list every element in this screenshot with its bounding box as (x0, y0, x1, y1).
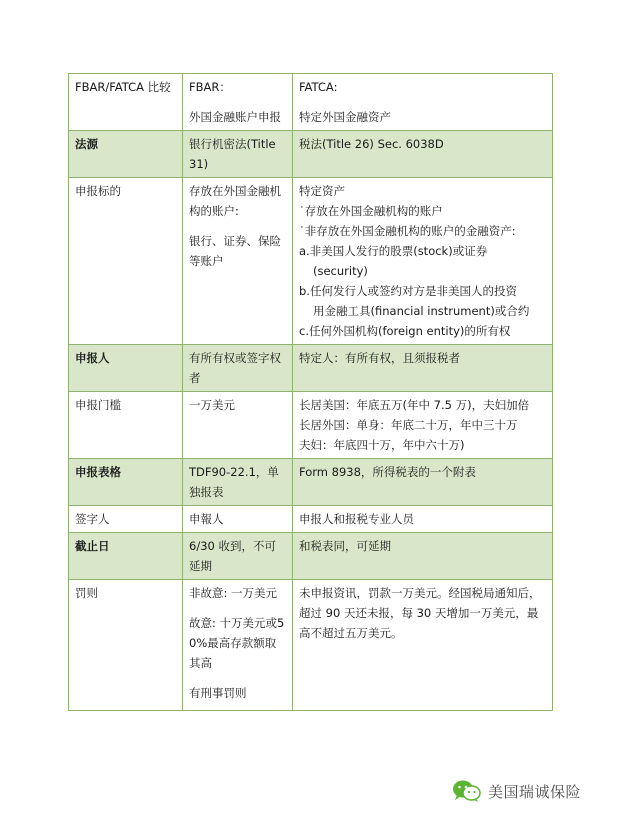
table-header-row (69, 74, 553, 131)
header-fatca-subtitle: 特定外国金融资产 (299, 110, 391, 124)
fatca-signer: 申报人和报税专业人员 (293, 506, 553, 533)
row-label-form: 申报表格 (69, 459, 183, 506)
fatca-reporting-subject-line: b.任何发行人或签约对方是非美国人的投资 (299, 284, 517, 298)
table-row-legal-source (69, 131, 553, 178)
table-row-filer (69, 345, 553, 392)
fbar-deadline: 6/30 收到，不可延期 (183, 533, 293, 580)
header-fbar-cell (183, 74, 293, 131)
fatca-filer: 特定人：有所有权，且须报税者 (293, 345, 553, 392)
brand-name: 美国瑞诚保险 (488, 782, 582, 801)
fbar-fatca-comparison-table (68, 73, 553, 711)
fbar-penalty-line: 故意: 十万美元或50%最高存款额取其高 (189, 616, 285, 670)
fbar-reporting-subject-line: 银行、证券、保险等账户 (189, 234, 281, 268)
table-row-reporting-subject (69, 178, 553, 345)
fatca-reporting-subject (293, 178, 553, 345)
row-label-deadline: 截止日 (69, 533, 183, 580)
fatca-reporting-subject-line: ˙存放在外国金融机构的账户 (299, 204, 443, 218)
fbar-signer: 申報人 (183, 506, 293, 533)
fbar-penalty-line: 有刑事罚则 (189, 686, 247, 700)
header-fatca-cell (293, 74, 553, 131)
header-fbar-title: FBAR： (189, 80, 231, 94)
fbar-filer: 有所有权或签字权者 (183, 345, 293, 392)
row-label-filer: 申报人 (69, 345, 183, 392)
fbar-threshold: 一万美元 (183, 392, 293, 459)
header-fbar-subtitle: 外国金融账户申报 (189, 110, 281, 124)
fatca-reporting-subject-line: 用金融工具(financial instrument)或合约 (313, 304, 530, 318)
fbar-reporting-subject-line: 存放在外国金融机构的账户: (189, 184, 281, 218)
row-label-penalty: 罚则 (69, 580, 183, 711)
brand-watermark (452, 779, 581, 803)
fbar-legal-source: 银行机密法(Title 31) (183, 131, 293, 178)
row-label-signer: 签字人 (69, 506, 183, 533)
fatca-reporting-subject-line: 特定资产 (299, 184, 345, 198)
wechat-icon (452, 779, 482, 803)
fbar-form: TDF90-22.1，单独报表 (183, 459, 293, 506)
header-compare-label: FBAR/FATCA 比较 (75, 80, 171, 94)
table-row-deadline (69, 533, 553, 580)
fbar-penalty-line: 非故意: 一万美元 (189, 586, 278, 600)
fbar-reporting-subject (183, 178, 293, 345)
fatca-threshold (293, 392, 553, 459)
fatca-legal-source: 税法(Title 26) Sec. 6038D (293, 131, 553, 178)
fatca-penalty: 未申报资讯，罚款一万美元。经国税局通知后，超过 90 天还未报，每 30 天增加一万美元，最高不超过五万美元。 (293, 580, 553, 711)
fatca-reporting-subject-line: ˙非存放在外国金融机构的账户的金融资产: (299, 224, 516, 238)
fatca-deadline: 和税表同，可延期 (293, 533, 553, 580)
table-row-threshold (69, 392, 553, 459)
fatca-reporting-subject-line: a.非美国人发行的股票(stock)或证券 (299, 244, 488, 258)
row-label-threshold: 申报门槛 (69, 392, 183, 459)
fatca-form: Form 8938，所得税表的一个附表 (293, 459, 553, 506)
table-row-signer (69, 506, 553, 533)
fatca-threshold-line: 长居外国：单身：年底二十万，年中三十万 (299, 418, 518, 432)
row-label-legal-source: 法源 (69, 131, 183, 178)
table-row-penalty (69, 580, 553, 711)
fbar-penalty (183, 580, 293, 711)
header-compare-cell (69, 74, 183, 131)
fatca-threshold-line: 夫妇：年底四十万，年中六十万) (299, 438, 465, 452)
row-label-reporting-subject: 申报标的 (69, 178, 183, 345)
fatca-reporting-subject-line: c.任何外国机构(foreign entity)的所有权 (299, 324, 511, 338)
fatca-reporting-subject-line: (security) (313, 264, 368, 278)
header-fatca-title: FATCA: (299, 80, 338, 94)
fatca-threshold-line: 长居美国：年底五万(年中 7.5 万)，夫妇加倍 (299, 398, 530, 412)
table-row-form (69, 459, 553, 506)
